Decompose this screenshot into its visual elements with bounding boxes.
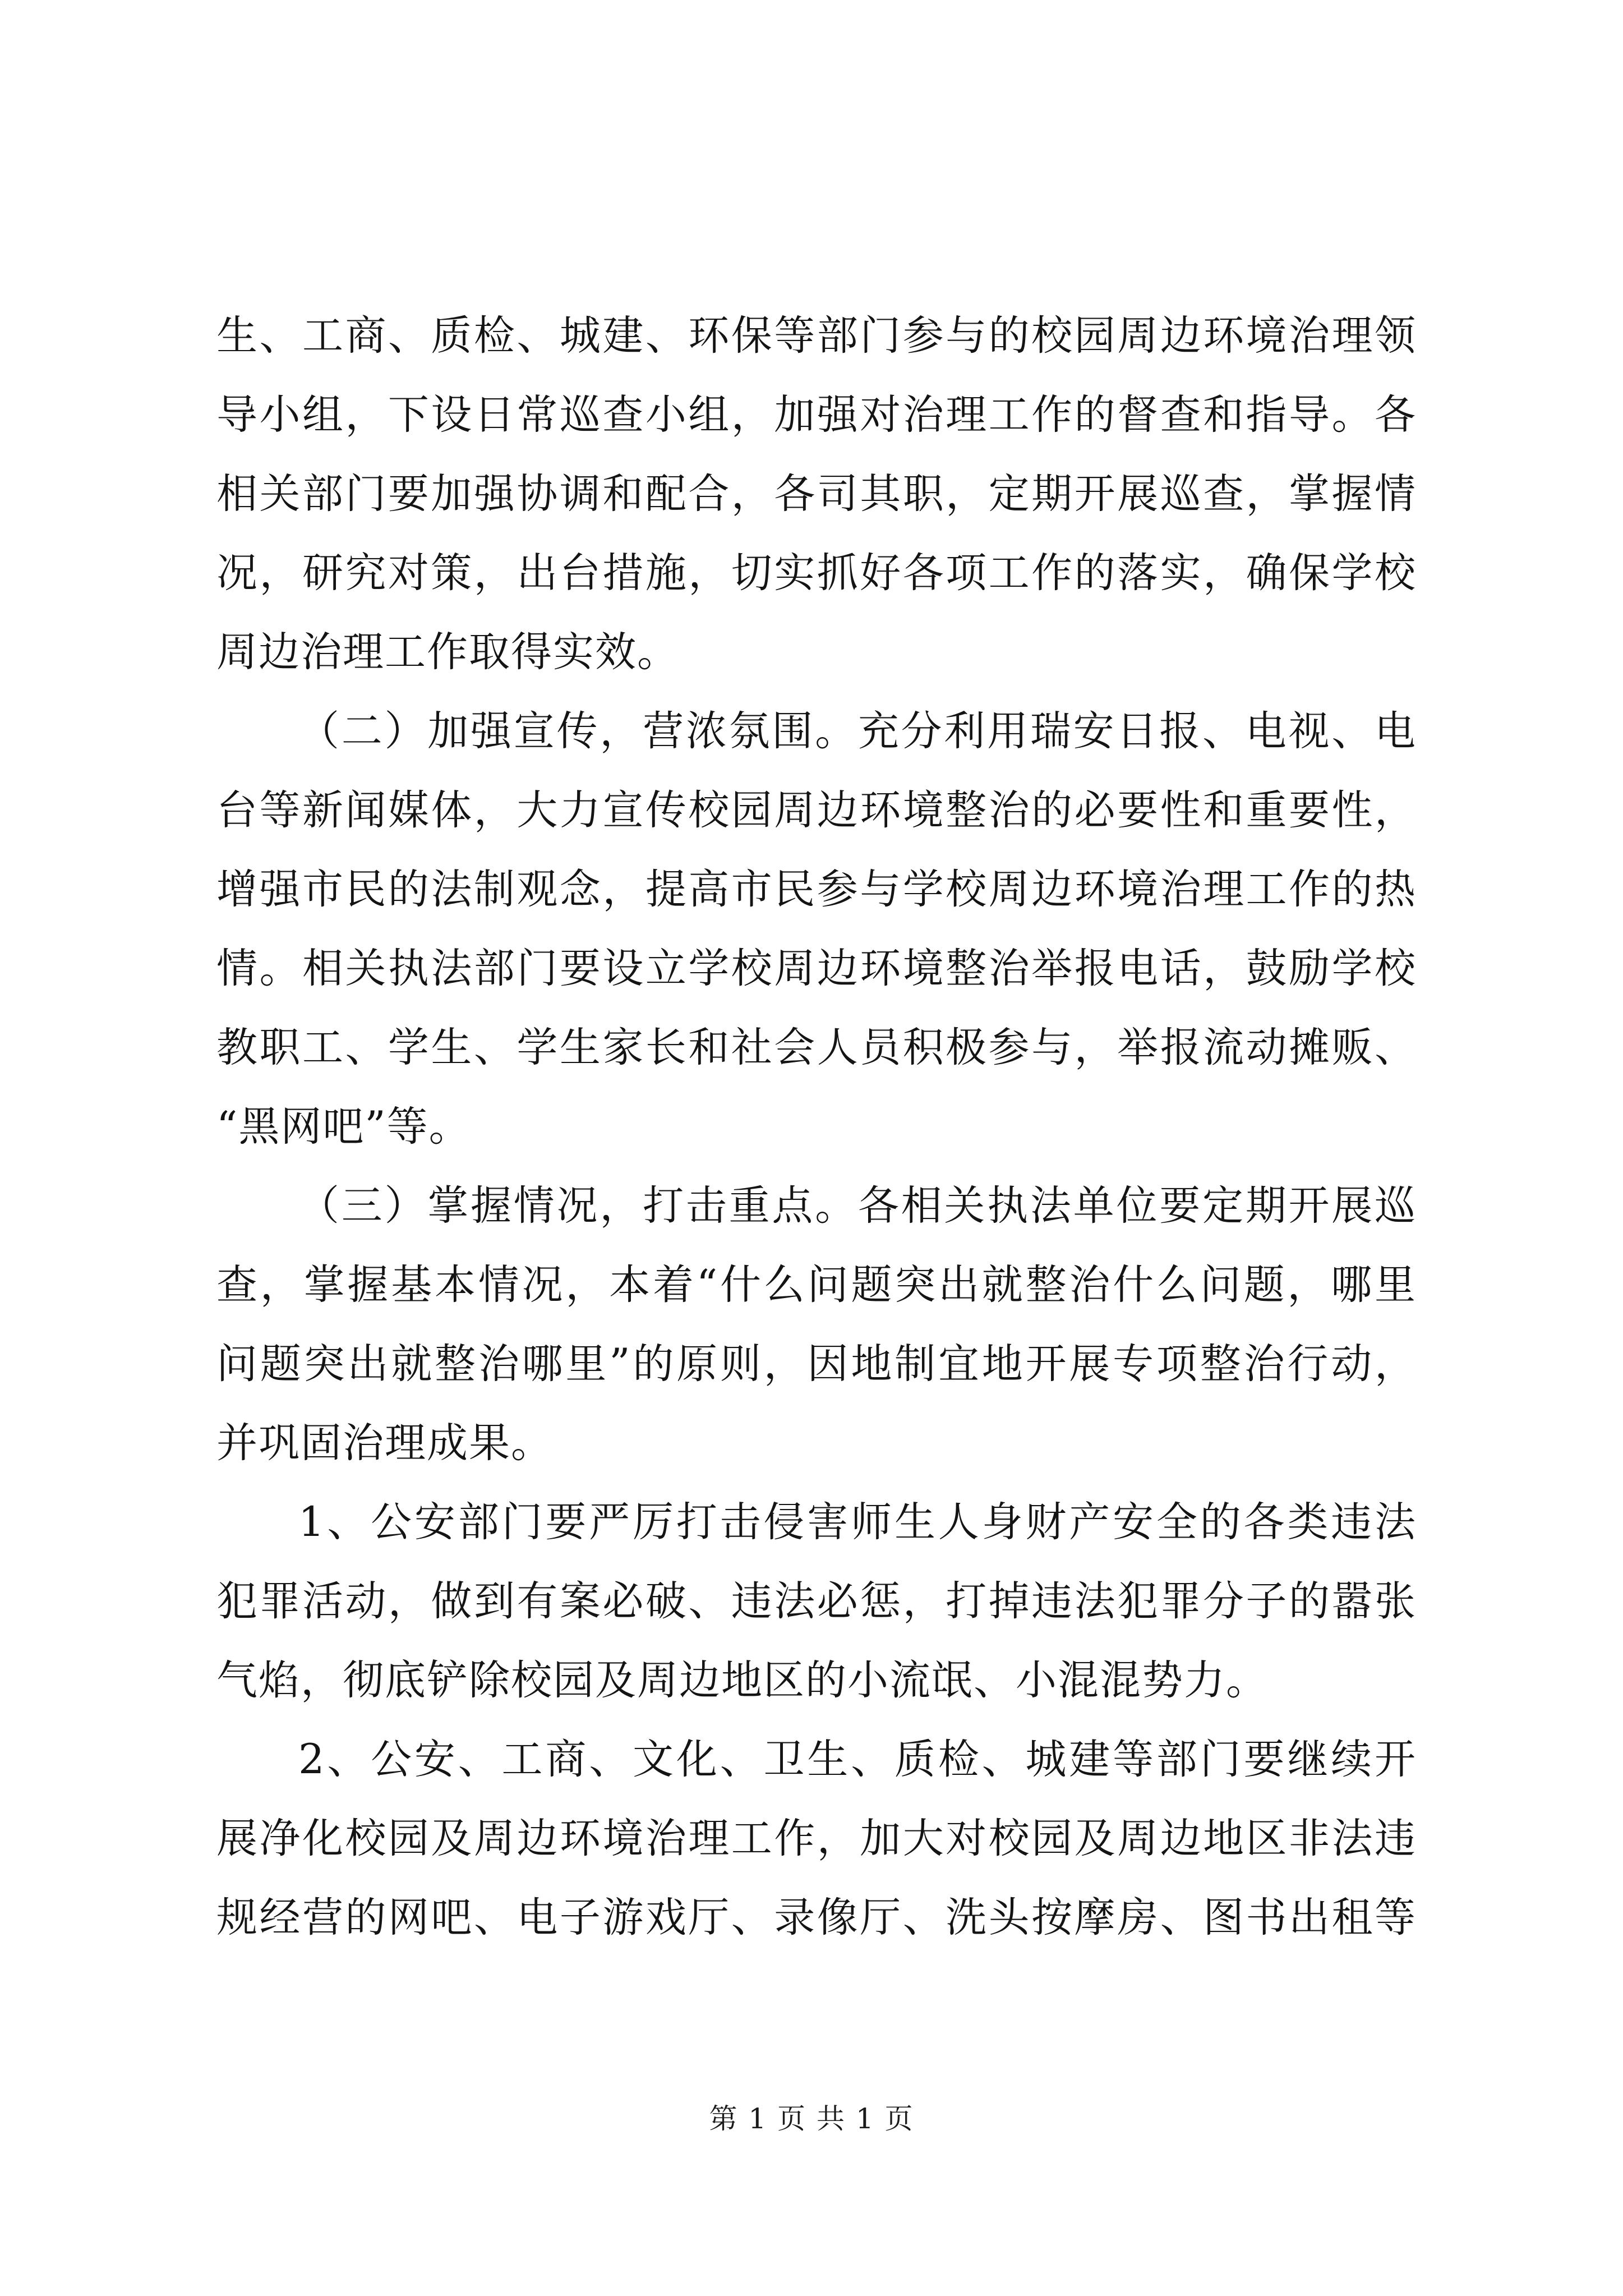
- text-line: 犯罪活动，做到有案必破、违法必惩，打掉违法犯罪分子的嚣张: [216, 1577, 1417, 1625]
- text-line: 教职工、学生、学生家长和社会人员积极参与，举报流动摊贩、: [216, 1024, 1417, 1071]
- text-line: 情。相关执法部门要设立学校周边环境整治举报电话，鼓励学校: [216, 945, 1417, 992]
- text-line: 规经营的网吧、电子游戏厅、录像厅、洗头按摩房、图书出租等: [216, 1894, 1417, 1941]
- text-line: 台等新闻媒体，大力宣传校园周边环境整治的必要性和重要性，: [216, 786, 1417, 834]
- text-line: 查，掌握基本情况，本着“什么问题突出就整治什么问题，哪里: [216, 1261, 1417, 1309]
- text-line: 1、公安部门要严厉打击侵害师生人身财产安全的各类违法: [298, 1498, 1417, 1546]
- text-line: （二）加强宣传，营浓氛围。充分利用瑞安日报、电视、电: [298, 707, 1417, 755]
- text-line: 增强市民的法制观念，提高市民参与学校周边环境治理工作的热: [216, 866, 1417, 913]
- text-line: “黑网吧”等。: [216, 1103, 471, 1151]
- text-line: 问题突出就整治哪里”的原则，因地制宜地开展专项整治行动，: [216, 1340, 1417, 1388]
- text-line: 相关部门要加强协调和配合，各司其职，定期开展巡查，掌握情: [216, 470, 1417, 518]
- text-line: 周边治理工作取得实效。: [216, 628, 679, 676]
- text-line: 况，研究对策，出台措施，切实抓好各项工作的落实，确保学校: [216, 549, 1417, 597]
- text-line: 展净化校园及周边环境治理工作，加大对校园及周边地区非法违: [216, 1815, 1417, 1862]
- text-line: 并巩固治理成果。: [216, 1419, 553, 1467]
- body-text: [216, 296, 1417, 1957]
- text-line: 生、工商、质检、城建、环保等部门参与的校园周边环境治理领: [216, 312, 1417, 360]
- page-footer: 第 1 页 共 1 页: [709, 2102, 914, 2135]
- text-line: （三）掌握情况，打击重点。各相关执法单位要定期开展巡: [298, 1182, 1417, 1230]
- text-line: 2、公安、工商、文化、卫生、质检、城建等部门要继续开: [298, 1736, 1417, 1783]
- text-line: 导小组，下设日常巡查小组，加强对治理工作的督查和指导。各: [216, 391, 1417, 439]
- text-line: 气焰，彻底铲除校园及周边地区的小流氓、小混混势力。: [216, 1657, 1268, 1704]
